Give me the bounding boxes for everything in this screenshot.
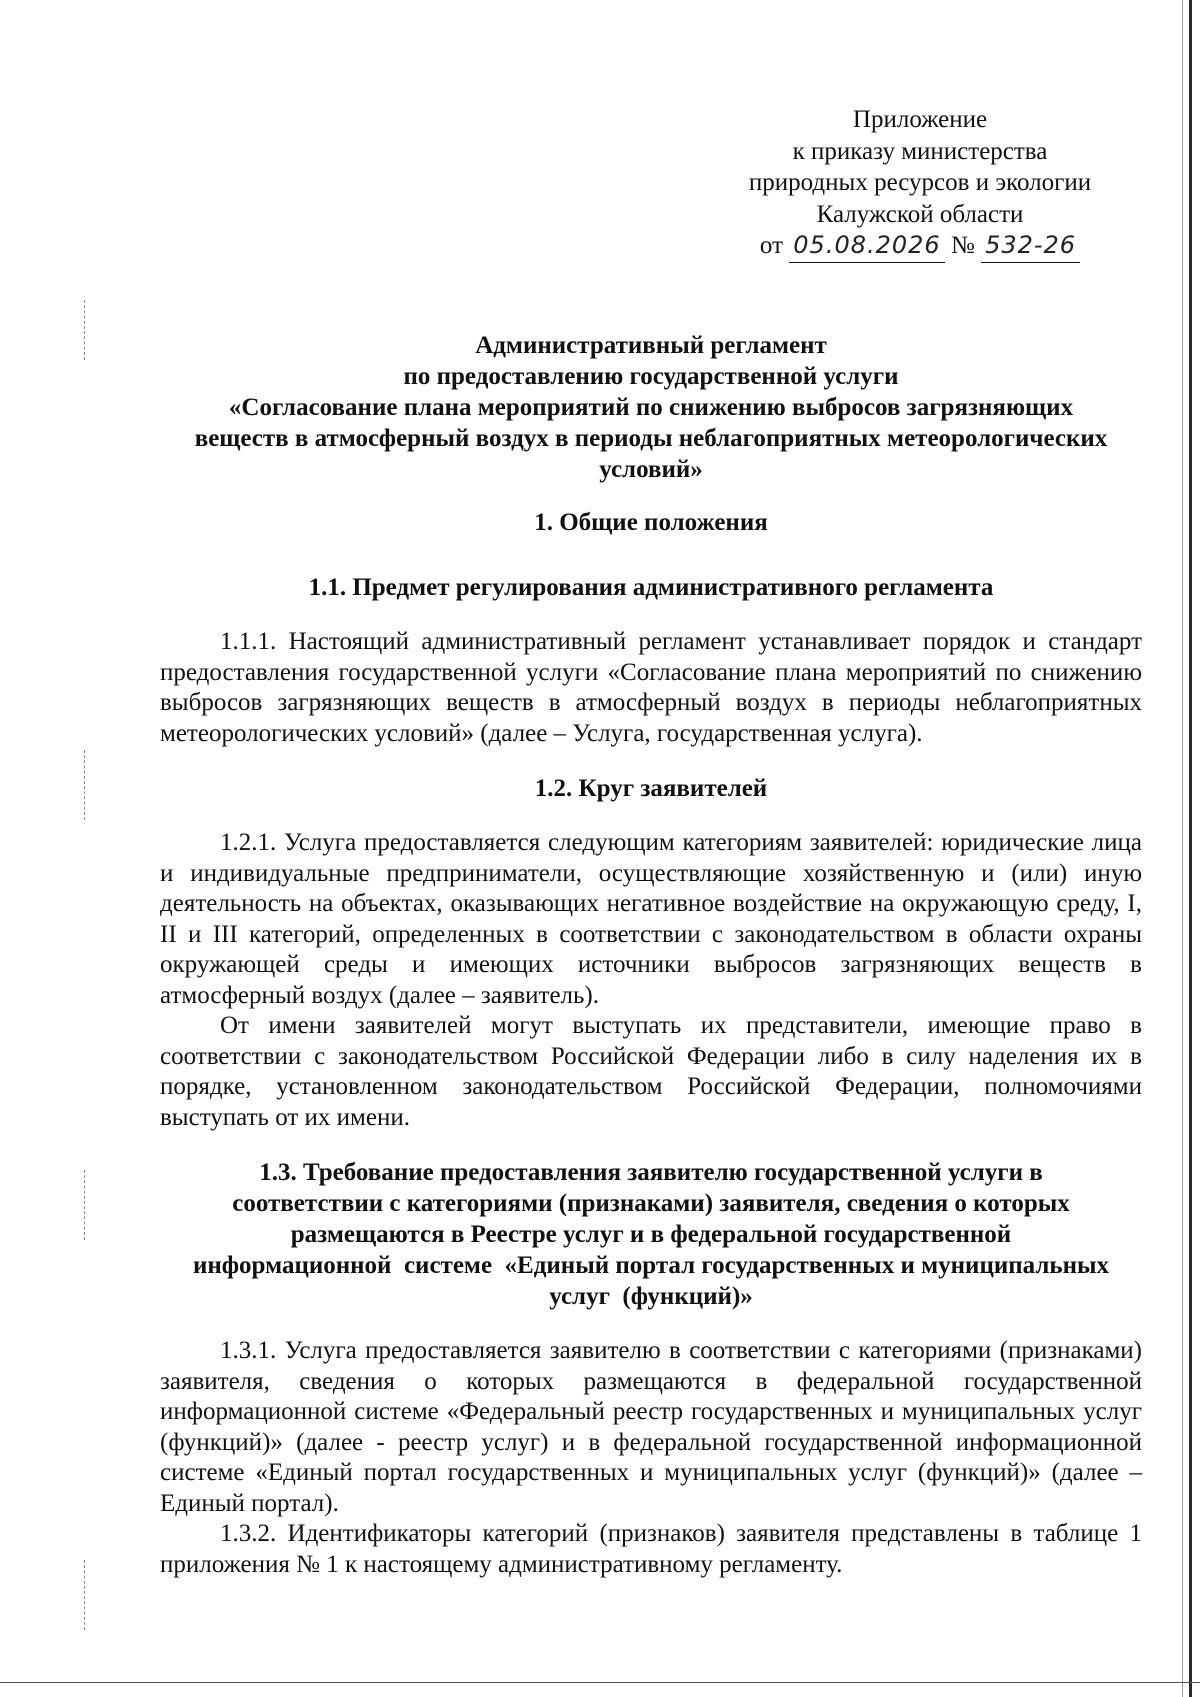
title-line: Административный регламент	[475, 332, 827, 359]
heading-line: соответствии с категориями (признаками) заявителя, сведения о которых	[232, 1190, 1070, 1217]
title-line: веществ в атмосферный воздух в периоды неблагоприятных метеорологических	[194, 425, 1108, 452]
approval-line: к приказу министерства	[792, 137, 1048, 165]
paragraph: 1.2.1. Услуга предоставляется следующим категориям заявителей: юридические лица и индивидуальные предприниматели, осуществляющие хозяйственную и (или) иную деятельность на объектах, оказывающих негативное воздействие на окружающую среду, I, II и III категорий, определенных в соответствии с законодательством в области охраны окружающей среды и имеющих источники выбросов загрязняющих веществ в атмосферный воздух (далее – заявитель).	[160, 829, 1142, 1009]
title-line: условий»	[599, 456, 703, 483]
heading-line: услуг (функций)»	[549, 1283, 753, 1310]
binding-mark	[84, 1560, 86, 1630]
paragraph: 1.1.1. Настоящий административный регламент устанавливает порядок и стандарт предоставления государственной услуги «Согласование плана мероприятий по снижению выбросов загрязняющих веществ в атмосферный воздух в периоды неблагоприятных метеорологических условий» (далее – Услуга, государственная услуга).	[160, 628, 1142, 747]
scan-edge-bottom	[0, 1682, 1200, 1683]
heading-line: размещаются в Реестре услуг и в федеральной государственной	[290, 1221, 1012, 1248]
heading-line: 1.3. Требование предоставления заявителю государственной услуги в	[259, 1159, 1043, 1186]
section-heading: 1. Общие положения	[534, 509, 768, 536]
approval-line: природных ресурсов и экологии	[748, 169, 1092, 196]
from-label: от	[759, 232, 784, 259]
subsection-heading: 1.1. Предмет регулирования административного регламента	[308, 574, 994, 601]
subsection-heading	[160, 1157, 1142, 1312]
binding-mark	[84, 1170, 86, 1240]
approval-line: Калужской области	[816, 200, 1024, 228]
paragraph: От имени заявителей могут выступать их представители, имеющие право в соответствии с законодательством Российской Федерации либо в силу наделения их в порядке, установленном законодательством Российской Федерации, полномочиями выступать от их имени.	[160, 1012, 1142, 1131]
handwritten-number: 532-26	[981, 230, 1080, 263]
paragraph: 1.3.1. Услуга предоставляется заявителю в соответствии с категориями (признаками) заявителя, сведения о которых размещаются в федеральной государственной информационной системе «Федеральный реестр государственных и муниципальных услуг (функций)» (далее - реестр услуг) и в федеральной государственной информационной системе «Единый портал государственных и муниципальных услуг (функций)» (далее – Единый портал).	[160, 1337, 1142, 1517]
paragraph: 1.3.2. Идентификаторы категорий (признаков) заявителя представлены в таблице 1 приложения № 1 к настоящему административному регламенту.	[160, 1520, 1142, 1578]
heading-line: информационной системе «Единый портал государственных и муниципальных	[192, 1252, 1110, 1279]
document-body	[160, 330, 1142, 1580]
approval-block	[700, 104, 1140, 263]
title-line: по предоставлению государственной услуги	[403, 363, 899, 390]
document-title	[160, 330, 1142, 485]
subsection-heading: 1.2. Круг заявителей	[534, 775, 768, 802]
approval-line: Приложение	[852, 106, 988, 133]
approval-date-line	[700, 230, 1140, 263]
binding-mark	[84, 300, 86, 360]
binding-mark	[84, 750, 86, 820]
scan-edge	[1189, 0, 1192, 1697]
number-label: №	[950, 232, 975, 259]
title-line: «Согласование плана мероприятий по снижению выбросов загрязняющих	[228, 394, 1074, 421]
handwritten-date: 05.08.2026	[789, 230, 944, 263]
scan-edge-inner	[1182, 0, 1183, 1697]
